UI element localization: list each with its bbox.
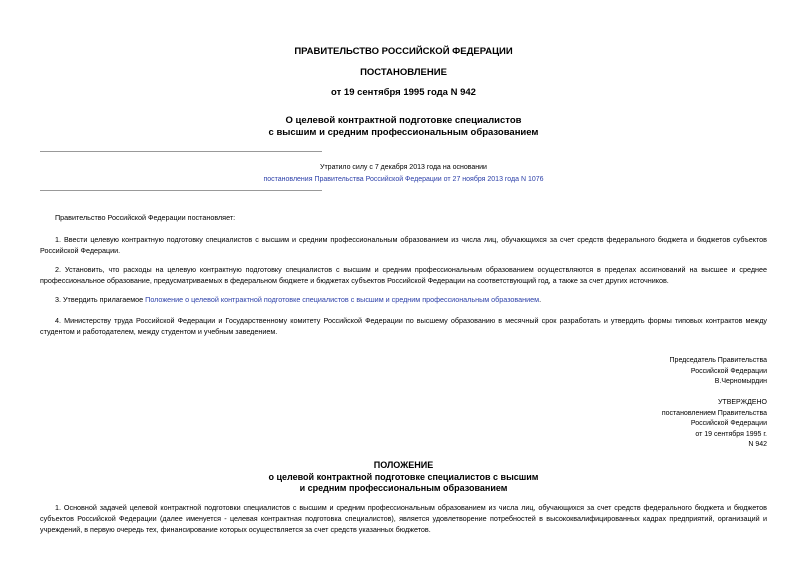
divider-top: [40, 151, 322, 152]
signature-line2: Российской Федерации: [690, 367, 767, 375]
government-heading: ПРАВИТЕЛЬСТВО РОССИЙСКОЙ ФЕДЕРАЦИИ: [294, 46, 513, 57]
point-3: [40, 294, 767, 305]
approval-line3: Российской Федерации: [690, 420, 767, 427]
regulation-title: ПОЛОЖЕНИЕ: [373, 460, 434, 470]
regulation-subtitle-line2: и средним профессиональным образованием: [299, 483, 508, 493]
signature-line3: В.Черномырдин: [714, 378, 767, 385]
divider-bottom: [40, 190, 322, 191]
document-title-line1: О целевой контрактной подготовке специалистов: [285, 115, 522, 126]
approval-line2: постановлением Правительства: [661, 409, 767, 417]
point-2: 2. Установить, что расходы на целевую контрактную подготовку специалистов с высшим и средним профессиональным образованием осуществляются в пределах ассигнований на высшее и среднее профессиональное образование, предусматриваемых в федеральном бюджете и бюджетах субъектов Российской Федерации на соответствующий год, а также за счет других источников.: [40, 265, 767, 285]
approval-line5: N 942: [748, 441, 767, 448]
signature-block: [670, 356, 767, 388]
document-type: ПОСТАНОВЛЕНИЕ: [360, 67, 447, 78]
signature-line1: Председатель Правительства: [669, 357, 767, 364]
point-1: 1. Ввести целевую контрактную подготовку специалистов с высшим и средним профессиональным образованием из числа лиц, обучающихся за счет средств федерального бюджета и бюджетов субъектов Российской Федерации.: [40, 235, 767, 255]
approval-line1: УТВЕРЖДЕНО: [717, 399, 767, 406]
regulation-link[interactable]: Положение о целевой контрактной подготовке специалистов с высшим и средним профессиональным образованием: [145, 295, 540, 304]
approval-block: [662, 398, 767, 451]
document-date: от 19 сентября 1995 года N 942: [331, 87, 476, 98]
approval-line4: от 19 сентября 1995 г.: [695, 430, 767, 438]
point-3-prefix: 3. Утвердить прилагаемое: [55, 295, 146, 304]
regulation-subtitle-line1: о целевой контрактной подготовке специалистов с высшим: [268, 472, 539, 482]
point-4: 4. Министерству труда Российской Федерации и Государственному комитету Российской Федерации по высшему образованию в месячный срок разработать и утвердить формы типовых контрактов между студентом и работодателем, между студентом и учебным заведением.: [40, 316, 767, 336]
document-title-line2: с высшим и средним профессиональным образованием: [268, 127, 539, 138]
intro-text: Правительство Российской Федерации постановляет:: [55, 213, 236, 222]
repeal-notice: Утратило силу с 7 декабря 2013 года на основании: [320, 164, 487, 171]
regulation-point-1: 1. Основной задачей целевой контрактной подготовки специалистов с высшим и средним профессиональным образованием из числа лиц, обучающихся за счет средств федерального бюджета и бюджетов субъектов Российской Федерации (далее именуется - целевая контрактная подготовка специалистов), является удовлетворение потребностей в высококвалифицированных кадрах предприятий, организаций и учреждений, в первую очередь тех, финансирование которых осуществляется за счет средств указанных бюджетов.: [40, 503, 767, 534]
point-3-suffix: .: [539, 295, 542, 304]
repeal-notice-link[interactable]: постановления Правительства Российской Федерации от 27 ноября 2013 года N 1076: [263, 176, 544, 183]
